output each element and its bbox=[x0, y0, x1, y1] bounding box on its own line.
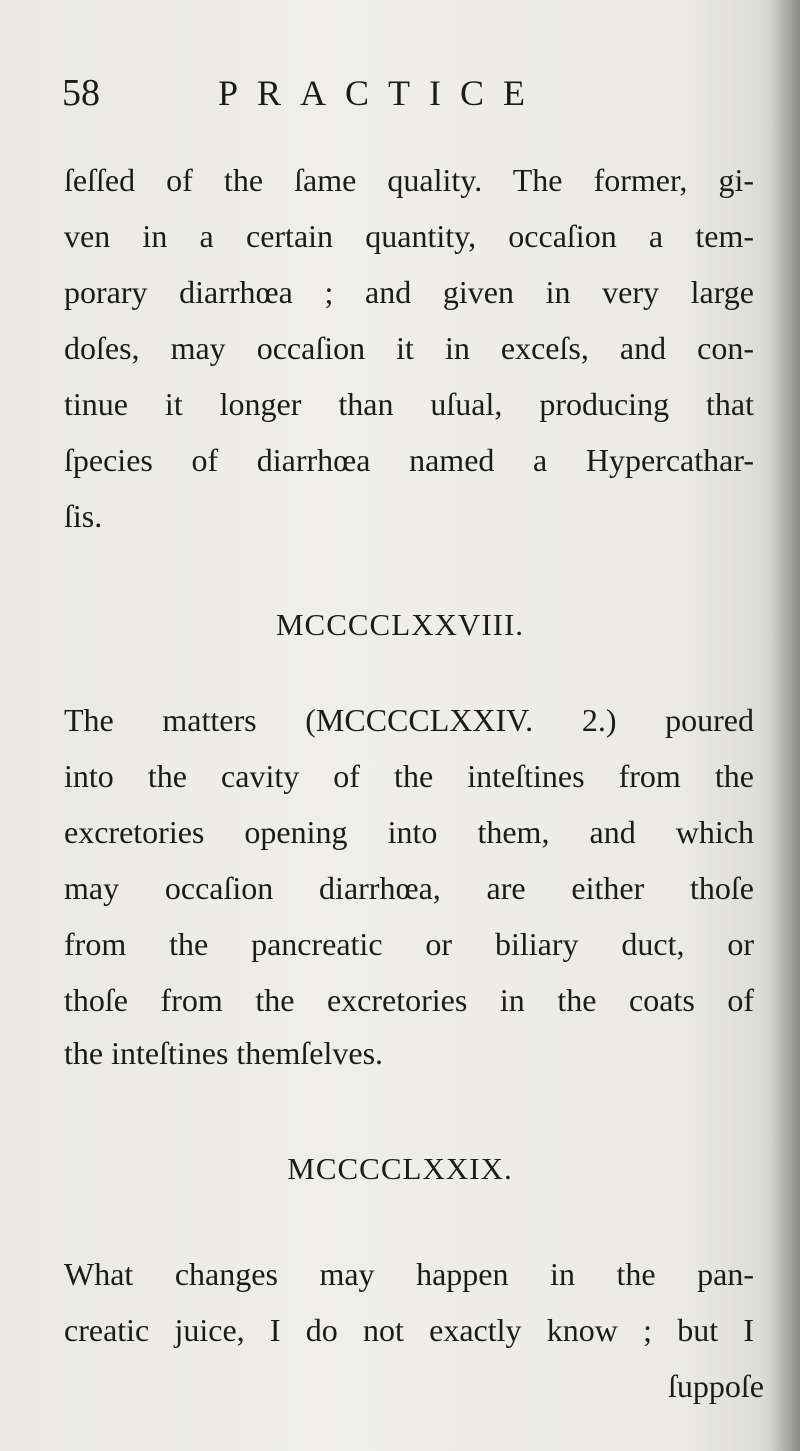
paragraph-2-line-2: into the cavity of the inteſtines from the bbox=[64, 758, 754, 794]
paragraph-1-line-3: porary diarrhœa ; and given in very large bbox=[64, 274, 754, 310]
paragraph-2-line-4: may occaſion diarrhœa, are either thoſe bbox=[64, 870, 754, 906]
running-head bbox=[62, 68, 762, 118]
paragraph-2-line-6: thoſe from the excretories in the coats of bbox=[64, 982, 754, 1018]
paragraph-1-line-6: ſpecies of diarrhœa named a Hypercathar- bbox=[64, 442, 754, 478]
page-number: 58 bbox=[62, 72, 100, 114]
paragraph-1-line-1: ſeſſed of the ſame quality. The former, gi- bbox=[64, 162, 754, 198]
paragraph-1-line-4: doſes, may occaſion it in exceſs, and con- bbox=[64, 330, 754, 366]
paragraph-1-line-7: ſis. bbox=[64, 498, 103, 534]
paragraph-3-line-2: creatic juice, I do not exactly know ; but I bbox=[64, 1312, 754, 1348]
page-gutter-shadow bbox=[770, 0, 800, 1451]
paragraph-3-line-1: What changes may happen in the pan- bbox=[64, 1256, 754, 1292]
catchword: ſuppoſe bbox=[668, 1368, 764, 1404]
paragraph-2-line-1: The matters (MCCCCLXXIV. 2.) poured bbox=[64, 702, 754, 738]
paragraph-2-line-5: from the pancreatic or biliary duct, or bbox=[64, 926, 754, 962]
section-heading-1478: MCCCCLXXVIII. bbox=[275, 607, 525, 642]
running-title: PRACTICE bbox=[218, 73, 545, 113]
section-heading-1479: MCCCCLXXIX. bbox=[287, 1151, 513, 1186]
paragraph-1-line-5: tinue it longer than uſual, producing that bbox=[64, 386, 754, 422]
paragraph-2-line-3: excretories opening into them, and which bbox=[64, 814, 754, 850]
paragraph-2-line-7: the inteſtines themſelves. bbox=[64, 1035, 384, 1071]
paragraph-1-line-2: ven in a certain quantity, occaſion a tem- bbox=[64, 218, 754, 254]
